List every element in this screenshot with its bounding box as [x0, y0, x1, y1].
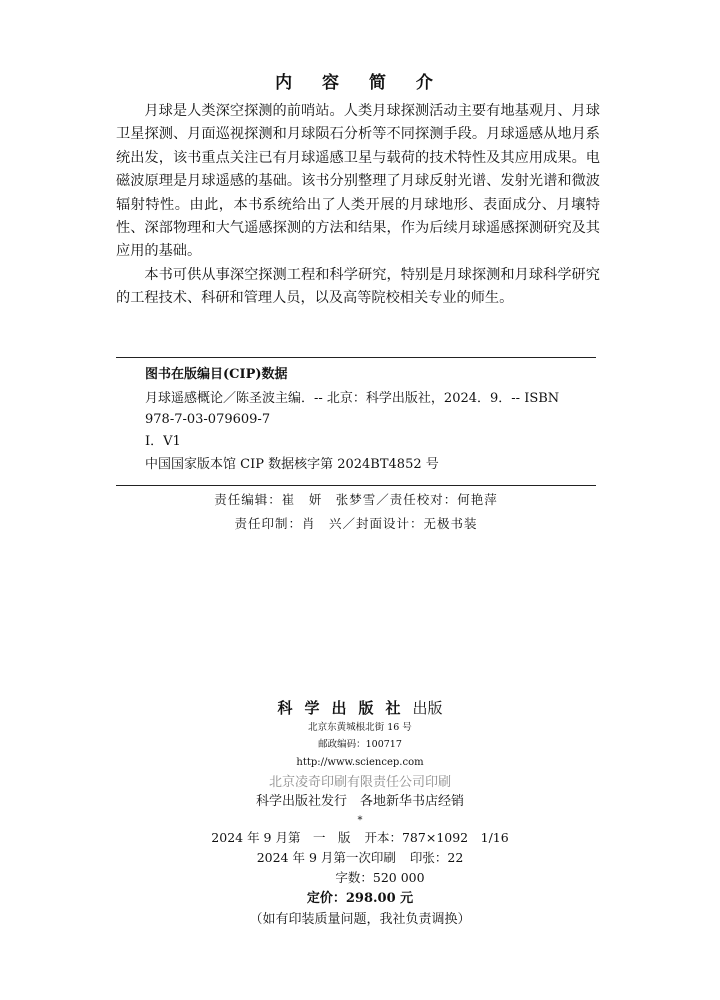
quality-notice: （如有印装质量问题，我社负责调换） — [249, 912, 471, 927]
credits-block — [116, 488, 596, 536]
printer-line: 北京凌奇印刷有限责任公司印刷 — [268, 775, 451, 790]
intro-section — [116, 100, 600, 311]
edition-text: 2024 年 9 月第 一 版 — [211, 830, 351, 845]
cip-entry-line-1: 月球遥感概论／陈圣波主编．-- 北京：科学出版社，2024．9．-- ISBN — [145, 391, 560, 406]
cip-classification: Ⅰ．V1 — [145, 434, 181, 449]
cip-bottom-divider — [116, 485, 596, 486]
publisher-postcode: 邮政编码：100717 — [318, 739, 402, 750]
cip-title: 图书在版编目(CIP)数据 — [145, 367, 288, 382]
publisher-name: 科学出版社 — [277, 699, 413, 717]
credits-row-editors: 责任编辑：崔 妍 张梦雪／责任校对：何艳萍 — [214, 492, 498, 507]
credits-row-production: 责任印制：肖 兴／封面设计：无极书装 — [234, 516, 478, 531]
edition-line — [0, 828, 720, 848]
cip-entry-line-2: 978-7-03-079609-7 — [145, 412, 271, 427]
price-line: 定价：298.00 元 — [306, 891, 414, 906]
publish-word: 出版 — [412, 699, 443, 717]
word-count: 字数：520 000 — [335, 870, 425, 885]
page-title: 内 容 简 介 — [275, 73, 445, 93]
distribution-line: 科学出版社发行 各地新华书店经销 — [255, 794, 464, 809]
separator-star: * — [357, 815, 363, 826]
publisher-address: 北京东黄城根北街 16 号 — [308, 722, 412, 733]
colophon — [0, 697, 720, 931]
cip-top-divider — [116, 357, 596, 358]
publisher-line — [0, 697, 720, 719]
intro-paragraph-1: 月球是人类深空探测的前哨站。人类月球探测活动主要有地基观月、月球卫星探测、月面巡视探测和月球陨石分析等不同探测手段。月球遥感从地月系统出发，该书重点关注已有月球遥感卫星与载荷的技术特性及其应用成果。电磁波原理是月球遥感的基础。该书分别整理了月球反射光谱、发射光谱和微波辐射特性。由此，本书系统给出了人类开展的月球地形、表面成分、月壤特性、深部物理和大气遥感探测的方法和结果，作为后续月球遥感探测研究及其应用的基础。 — [116, 103, 600, 260]
cip-block — [116, 364, 600, 476]
cip-record-number: 中国国家版本馆 CIP 数据核字第 2024BT4852 号 — [145, 457, 439, 472]
sheets-text: 印张：22 — [409, 850, 464, 865]
printing-text: 2024 年 9 月第一次印刷 — [256, 850, 396, 865]
publisher-url: http://www.sciencep.com — [296, 757, 424, 768]
intro-paragraph-2: 本书可供从事深空探测工程和科学研究，特别是月球探测和月球科学研究的工程技术、科研和管理人员，以及高等院校相关专业的师生。 — [116, 266, 600, 307]
format-text: 开本：787×1092 1/16 — [364, 830, 509, 845]
printing-line — [0, 848, 720, 868]
